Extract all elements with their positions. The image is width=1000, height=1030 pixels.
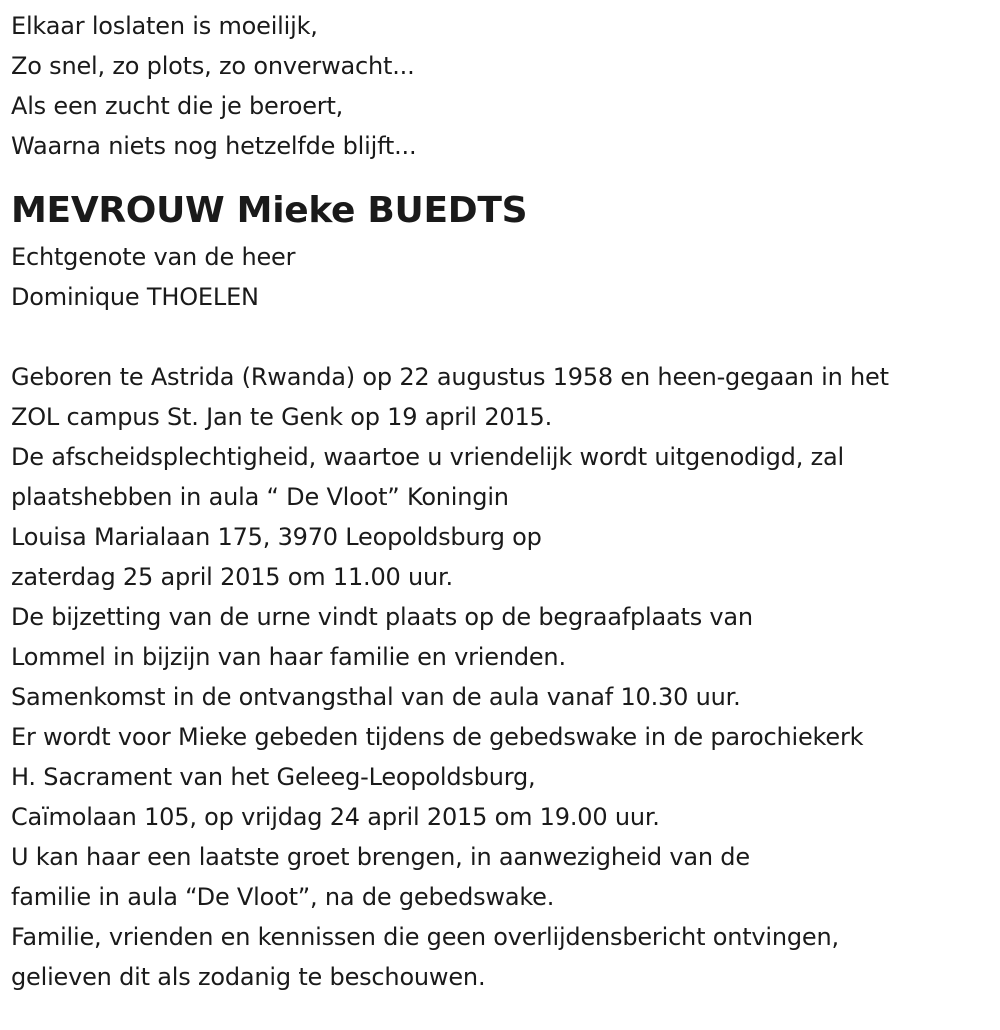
- body-line: gelieven dit als zodanig te beschouwen.: [11, 963, 486, 991]
- body-line: De afscheidsplechtigheid, waartoe u vriendelijk wordt uitgenodigd, zal: [11, 443, 844, 471]
- body-line: Geboren te Astrida (Rwanda) op 22 augustus 1958 en heen-gegaan in het: [11, 363, 889, 391]
- deceased-name: MEVROUW Mieke BUEDTS: [11, 190, 528, 231]
- poem: [11, 6, 996, 166]
- body-line: plaatshebben in aula “ De Vloot” Koningin: [11, 483, 509, 511]
- body-line: Er wordt voor Mieke gebeden tijdens de gebedswake in de parochiekerk: [11, 723, 864, 751]
- body-line: zaterdag 25 april 2015 om 11.00 uur.: [11, 563, 453, 591]
- body-line: ZOL campus St. Jan te Genk op 19 april 2015.: [11, 403, 553, 431]
- body-line: Familie, vrienden en kennissen die geen overlijdensbericht ontvingen,: [11, 923, 839, 951]
- body-line: Samenkomst in de ontvangsthal van de aula vanaf 10.30 uur.: [11, 683, 741, 711]
- notice-body: [11, 357, 996, 997]
- spouse-line: Echtgenote van de heer: [11, 243, 296, 271]
- spouse-line: Dominique THOELEN: [11, 283, 259, 311]
- poem-line: Waarna niets nog hetzelfde blijft...: [11, 132, 417, 160]
- body-line: familie in aula “De Vloot”, na de gebedswake.: [11, 883, 555, 911]
- obituary-notice: [11, 6, 996, 997]
- body-line: Caïmolaan 105, op vrijdag 24 april 2015 om 19.00 uur.: [11, 803, 660, 831]
- body-line: U kan haar een laatste groet brengen, in aanwezigheid van de: [11, 843, 750, 871]
- spouse-info: [11, 237, 996, 317]
- body-line: H. Sacrament van het Geleeg-Leopoldsburg,: [11, 763, 536, 791]
- poem-line: Zo snel, zo plots, zo onverwacht...: [11, 52, 415, 80]
- body-line: Louisa Marialaan 175, 3970 Leopoldsburg op: [11, 523, 542, 551]
- spacer: [11, 317, 996, 357]
- body-line: Lommel in bijzijn van haar familie en vrienden.: [11, 643, 566, 671]
- poem-line: Als een zucht die je beroert,: [11, 92, 344, 120]
- poem-line: Elkaar loslaten is moeilijk,: [11, 12, 318, 40]
- body-line: De bijzetting van de urne vindt plaats op de begraafplaats van: [11, 603, 753, 631]
